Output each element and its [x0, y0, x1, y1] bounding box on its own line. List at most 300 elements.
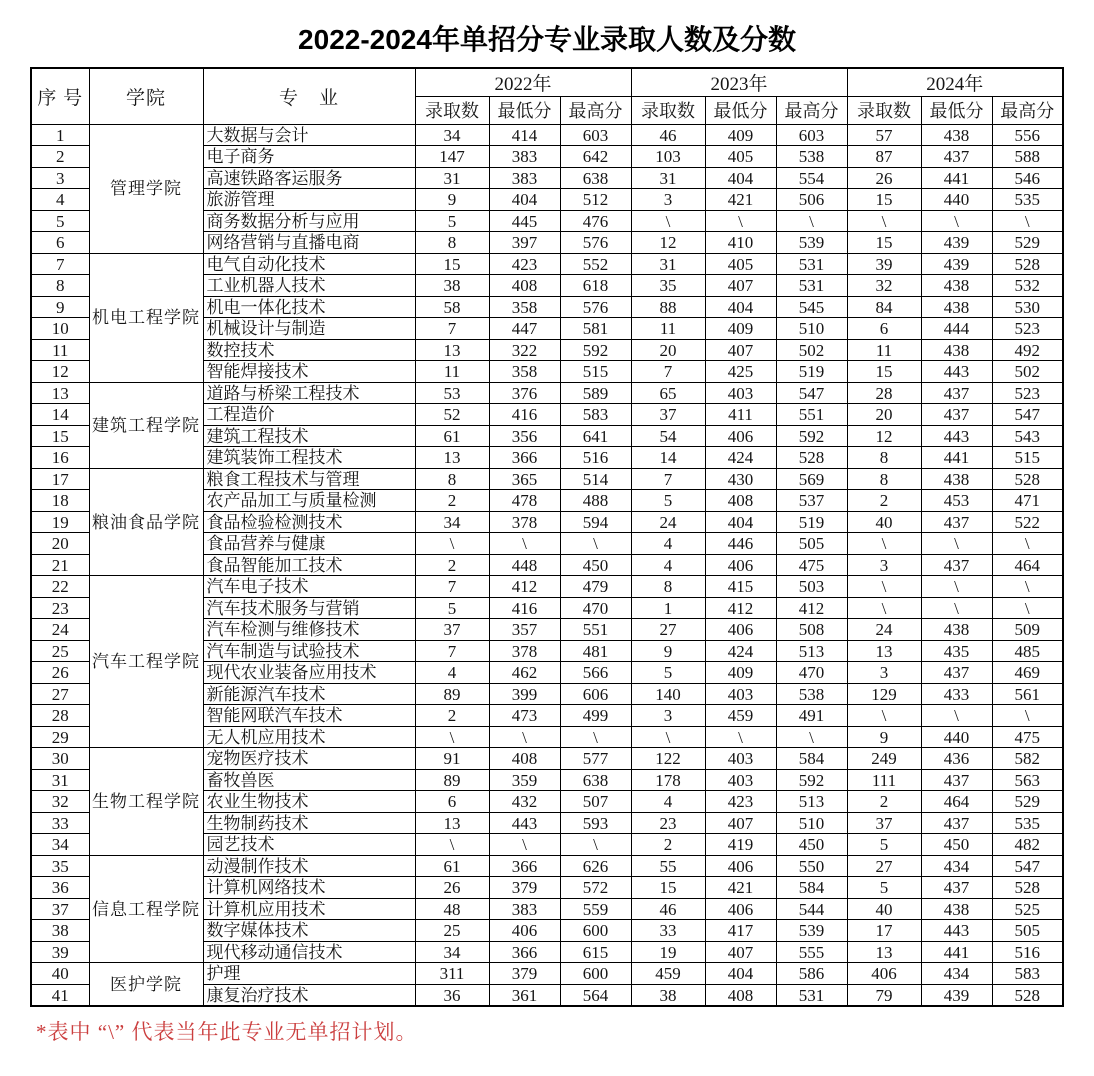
cell-admitted-2023: 38 [631, 984, 705, 1006]
cell-max-score-2023: 502 [776, 339, 847, 361]
cell-admitted-2023: 3 [631, 189, 705, 211]
cell-max-score-2024: 556 [992, 124, 1063, 146]
cell-min-score-2022: 358 [489, 296, 560, 318]
cell-max-score-2023: 550 [776, 855, 847, 877]
cell-min-score-2022: 414 [489, 124, 560, 146]
cell-admitted-2022: 2 [415, 705, 489, 727]
cell-max-score-2023: 554 [776, 167, 847, 189]
cell-major: 汽车制造与试验技术 [203, 640, 415, 662]
col-header-max-2023: 最高分 [776, 96, 847, 124]
cell-min-score-2024: \ [921, 705, 992, 727]
cell-min-score-2023: 406 [705, 619, 776, 641]
cell-min-score-2023: 419 [705, 834, 776, 856]
cell-min-score-2023: 405 [705, 146, 776, 168]
cell-row-number: 3 [31, 167, 89, 189]
cell-max-score-2022: 638 [560, 769, 631, 791]
cell-college: 粮油食品学院 [89, 468, 203, 576]
cell-max-score-2022: 576 [560, 232, 631, 254]
table-row [31, 124, 1063, 146]
cell-max-score-2024: 543 [992, 425, 1063, 447]
cell-min-score-2024: 440 [921, 189, 992, 211]
cell-max-score-2023: 531 [776, 275, 847, 297]
cell-max-score-2022: 499 [560, 705, 631, 727]
cell-min-score-2024: 437 [921, 404, 992, 426]
cell-row-number: 41 [31, 984, 89, 1006]
cell-max-score-2024: 529 [992, 791, 1063, 813]
cell-max-score-2024: 485 [992, 640, 1063, 662]
cell-admitted-2023: 55 [631, 855, 705, 877]
cell-max-score-2023: 537 [776, 490, 847, 512]
cell-min-score-2022: 361 [489, 984, 560, 1006]
cell-admitted-2022: 2 [415, 554, 489, 576]
cell-max-score-2024: \ [992, 705, 1063, 727]
cell-min-score-2023: 407 [705, 275, 776, 297]
cell-row-number: 27 [31, 683, 89, 705]
cell-admitted-2024: 13 [847, 640, 921, 662]
cell-max-score-2024: 528 [992, 877, 1063, 899]
cell-max-score-2024: 469 [992, 662, 1063, 684]
cell-max-score-2022: 572 [560, 877, 631, 899]
col-header-admitted-2023: 录取数 [631, 96, 705, 124]
cell-admitted-2024: 40 [847, 898, 921, 920]
cell-admitted-2023: 459 [631, 963, 705, 985]
cell-admitted-2024: 2 [847, 490, 921, 512]
cell-major: 电气自动化技术 [203, 253, 415, 275]
cell-max-score-2023: 545 [776, 296, 847, 318]
cell-max-score-2024: 546 [992, 167, 1063, 189]
cell-admitted-2024: 27 [847, 855, 921, 877]
col-header-major: 专 业 [203, 68, 415, 125]
cell-min-score-2024: 438 [921, 124, 992, 146]
cell-major: 畜牧兽医 [203, 769, 415, 791]
cell-admitted-2024: 6 [847, 318, 921, 340]
cell-max-score-2023: 531 [776, 253, 847, 275]
cell-min-score-2023: 406 [705, 855, 776, 877]
cell-min-score-2024: 437 [921, 662, 992, 684]
cell-min-score-2023: 424 [705, 640, 776, 662]
cell-min-score-2024: 441 [921, 167, 992, 189]
cell-min-score-2022: 356 [489, 425, 560, 447]
cell-max-score-2023: 531 [776, 984, 847, 1006]
cell-max-score-2023: 412 [776, 597, 847, 619]
cell-major: 建筑工程技术 [203, 425, 415, 447]
cell-admitted-2022: 34 [415, 124, 489, 146]
cell-admitted-2023: 4 [631, 554, 705, 576]
cell-admitted-2023: 54 [631, 425, 705, 447]
cell-admitted-2022: 91 [415, 748, 489, 770]
cell-admitted-2022: 6 [415, 791, 489, 813]
cell-max-score-2024: 505 [992, 920, 1063, 942]
cell-major: 数字媒体技术 [203, 920, 415, 942]
cell-admitted-2023: 5 [631, 490, 705, 512]
cell-max-score-2024: 588 [992, 146, 1063, 168]
cell-admitted-2022: 4 [415, 662, 489, 684]
cell-max-score-2022: 551 [560, 619, 631, 641]
cell-max-score-2023: 475 [776, 554, 847, 576]
cell-max-score-2022: 476 [560, 210, 631, 232]
cell-min-score-2022: \ [489, 834, 560, 856]
cell-admitted-2022: 25 [415, 920, 489, 942]
cell-admitted-2024: 13 [847, 941, 921, 963]
cell-min-score-2024: 436 [921, 748, 992, 770]
cell-min-score-2024: 437 [921, 382, 992, 404]
cell-admitted-2024: \ [847, 705, 921, 727]
cell-row-number: 22 [31, 576, 89, 598]
cell-row-number: 35 [31, 855, 89, 877]
cell-min-score-2023: 415 [705, 576, 776, 598]
table-row [31, 963, 1063, 985]
cell-min-score-2022: 379 [489, 963, 560, 985]
cell-min-score-2023: 411 [705, 404, 776, 426]
cell-row-number: 28 [31, 705, 89, 727]
cell-max-score-2022: 581 [560, 318, 631, 340]
cell-admitted-2022: 61 [415, 425, 489, 447]
cell-min-score-2024: \ [921, 597, 992, 619]
cell-admitted-2022: 7 [415, 318, 489, 340]
cell-major: 康复治疗技术 [203, 984, 415, 1006]
cell-row-number: 14 [31, 404, 89, 426]
cell-max-score-2024: 529 [992, 232, 1063, 254]
cell-admitted-2022: 89 [415, 769, 489, 791]
cell-max-score-2023: 508 [776, 619, 847, 641]
cell-max-score-2022: 603 [560, 124, 631, 146]
cell-major: 数控技术 [203, 339, 415, 361]
cell-min-score-2024: 437 [921, 769, 992, 791]
cell-admitted-2022: 38 [415, 275, 489, 297]
cell-college: 汽车工程学院 [89, 576, 203, 748]
cell-max-score-2022: 479 [560, 576, 631, 598]
cell-admitted-2022: 58 [415, 296, 489, 318]
cell-max-score-2024: 482 [992, 834, 1063, 856]
cell-major: 道路与桥梁工程技术 [203, 382, 415, 404]
page-title: 2022-2024年单招分专业录取人数及分数 [298, 24, 796, 55]
cell-admitted-2022: 34 [415, 941, 489, 963]
cell-max-score-2022: 626 [560, 855, 631, 877]
cell-max-score-2023: 544 [776, 898, 847, 920]
cell-max-score-2022: \ [560, 726, 631, 748]
cell-min-score-2022: 383 [489, 167, 560, 189]
cell-major: 高速铁路客运服务 [203, 167, 415, 189]
cell-max-score-2022: 618 [560, 275, 631, 297]
cell-admitted-2024: 3 [847, 554, 921, 576]
cell-admitted-2023: 46 [631, 124, 705, 146]
cell-max-score-2022: 514 [560, 468, 631, 490]
cell-major: 工程造价 [203, 404, 415, 426]
cell-row-number: 32 [31, 791, 89, 813]
cell-row-number: 39 [31, 941, 89, 963]
cell-max-score-2024: 547 [992, 855, 1063, 877]
cell-admitted-2022: 61 [415, 855, 489, 877]
cell-min-score-2024: 439 [921, 232, 992, 254]
cell-max-score-2024: 528 [992, 253, 1063, 275]
cell-max-score-2023: 503 [776, 576, 847, 598]
cell-major: 生物制药技术 [203, 812, 415, 834]
cell-max-score-2023: 592 [776, 769, 847, 791]
col-header-year-2024: 2024年 [847, 68, 1063, 97]
cell-min-score-2022: 366 [489, 855, 560, 877]
cell-admitted-2024: 406 [847, 963, 921, 985]
cell-max-score-2023: 551 [776, 404, 847, 426]
cell-max-score-2023: 555 [776, 941, 847, 963]
cell-row-number: 15 [31, 425, 89, 447]
cell-admitted-2024: 79 [847, 984, 921, 1006]
cell-max-score-2023: 510 [776, 812, 847, 834]
cell-min-score-2022: 462 [489, 662, 560, 684]
cell-max-score-2023: 586 [776, 963, 847, 985]
cell-admitted-2024: 84 [847, 296, 921, 318]
cell-max-score-2022: 481 [560, 640, 631, 662]
cell-admitted-2023: 5 [631, 662, 705, 684]
cell-row-number: 23 [31, 597, 89, 619]
cell-admitted-2023: 24 [631, 511, 705, 533]
cell-min-score-2023: 424 [705, 447, 776, 469]
cell-admitted-2024: 20 [847, 404, 921, 426]
cell-max-score-2024: 528 [992, 468, 1063, 490]
cell-admitted-2024: 24 [847, 619, 921, 641]
cell-min-score-2022: 416 [489, 597, 560, 619]
cell-max-score-2024: 515 [992, 447, 1063, 469]
cell-min-score-2024: \ [921, 576, 992, 598]
cell-max-score-2023: \ [776, 726, 847, 748]
cell-admitted-2022: 9 [415, 189, 489, 211]
cell-min-score-2022: 376 [489, 382, 560, 404]
cell-min-score-2023: 404 [705, 296, 776, 318]
cell-admitted-2024: 40 [847, 511, 921, 533]
cell-max-score-2023: 538 [776, 683, 847, 705]
cell-admitted-2024: 3 [847, 662, 921, 684]
cell-max-score-2023: 491 [776, 705, 847, 727]
cell-min-score-2023: 403 [705, 769, 776, 791]
cell-admitted-2023: 15 [631, 877, 705, 899]
cell-major: 商务数据分析与应用 [203, 210, 415, 232]
cell-admitted-2023: 9 [631, 640, 705, 662]
cell-major: 工业机器人技术 [203, 275, 415, 297]
cell-min-score-2024: 441 [921, 447, 992, 469]
cell-row-number: 19 [31, 511, 89, 533]
cell-min-score-2022: 357 [489, 619, 560, 641]
cell-max-score-2022: 564 [560, 984, 631, 1006]
cell-admitted-2024: 8 [847, 447, 921, 469]
cell-min-score-2023: 404 [705, 963, 776, 985]
cell-major: 计算机网络技术 [203, 877, 415, 899]
cell-row-number: 21 [31, 554, 89, 576]
cell-admitted-2023: 103 [631, 146, 705, 168]
cell-min-score-2022: 322 [489, 339, 560, 361]
cell-admitted-2022: 37 [415, 619, 489, 641]
cell-min-score-2022: 408 [489, 748, 560, 770]
cell-college: 管理学院 [89, 124, 203, 253]
cell-max-score-2024: 475 [992, 726, 1063, 748]
cell-min-score-2023: 405 [705, 253, 776, 275]
cell-admitted-2023: 178 [631, 769, 705, 791]
cell-max-score-2022: 507 [560, 791, 631, 813]
cell-major: 智能网联汽车技术 [203, 705, 415, 727]
cell-admitted-2024: \ [847, 533, 921, 555]
cell-min-score-2022: 378 [489, 640, 560, 662]
cell-max-score-2023: 569 [776, 468, 847, 490]
cell-max-score-2023: 450 [776, 834, 847, 856]
cell-max-score-2022: 516 [560, 447, 631, 469]
col-header-admitted-2022: 录取数 [415, 96, 489, 124]
cell-min-score-2023: 421 [705, 189, 776, 211]
cell-admitted-2023: 3 [631, 705, 705, 727]
cell-row-number: 16 [31, 447, 89, 469]
cell-max-score-2023: 592 [776, 425, 847, 447]
cell-admitted-2023: 20 [631, 339, 705, 361]
cell-admitted-2022: 11 [415, 361, 489, 383]
cell-min-score-2023: 446 [705, 533, 776, 555]
cell-min-score-2023: 430 [705, 468, 776, 490]
cell-min-score-2022: 397 [489, 232, 560, 254]
cell-row-number: 5 [31, 210, 89, 232]
table-body [31, 124, 1063, 1006]
cell-max-score-2024: 522 [992, 511, 1063, 533]
cell-admitted-2023: \ [631, 726, 705, 748]
cell-min-score-2022: 432 [489, 791, 560, 813]
col-header-min-2023: 最低分 [705, 96, 776, 124]
cell-min-score-2024: 439 [921, 984, 992, 1006]
table-row [31, 748, 1063, 770]
cell-max-score-2024: \ [992, 210, 1063, 232]
cell-max-score-2024: 561 [992, 683, 1063, 705]
cell-college: 建筑工程学院 [89, 382, 203, 468]
cell-admitted-2022: 53 [415, 382, 489, 404]
cell-admitted-2022: 48 [415, 898, 489, 920]
cell-min-score-2023: 406 [705, 554, 776, 576]
cell-max-score-2022: 615 [560, 941, 631, 963]
cell-admitted-2023: 122 [631, 748, 705, 770]
header-row-years [31, 68, 1063, 97]
cell-major: 园艺技术 [203, 834, 415, 856]
cell-max-score-2023: 539 [776, 232, 847, 254]
cell-max-score-2024: \ [992, 576, 1063, 598]
cell-admitted-2024: 5 [847, 877, 921, 899]
cell-admitted-2022: 5 [415, 597, 489, 619]
col-header-max-2024: 最高分 [992, 96, 1063, 124]
cell-min-score-2022: 404 [489, 189, 560, 211]
cell-max-score-2023: 547 [776, 382, 847, 404]
cell-major: 新能源汽车技术 [203, 683, 415, 705]
cell-college: 医护学院 [89, 963, 203, 1007]
cell-admitted-2023: 11 [631, 318, 705, 340]
cell-min-score-2023: 417 [705, 920, 776, 942]
cell-max-score-2024: 563 [992, 769, 1063, 791]
cell-min-score-2022: 445 [489, 210, 560, 232]
cell-admitted-2022: \ [415, 834, 489, 856]
footnote: *表中 “\” 代表当年此专业无单招计划。 [36, 1020, 418, 1045]
cell-min-score-2022: 359 [489, 769, 560, 791]
cell-admitted-2024: 39 [847, 253, 921, 275]
cell-min-score-2024: 437 [921, 511, 992, 533]
cell-min-score-2023: 409 [705, 662, 776, 684]
cell-admitted-2023: 46 [631, 898, 705, 920]
cell-admitted-2023: 4 [631, 791, 705, 813]
cell-row-number: 12 [31, 361, 89, 383]
cell-admitted-2024: 15 [847, 232, 921, 254]
cell-min-score-2022: 447 [489, 318, 560, 340]
cell-admitted-2023: 33 [631, 920, 705, 942]
cell-admitted-2022: 34 [415, 511, 489, 533]
cell-row-number: 1 [31, 124, 89, 146]
cell-max-score-2024: 492 [992, 339, 1063, 361]
cell-row-number: 25 [31, 640, 89, 662]
cell-row-number: 7 [31, 253, 89, 275]
cell-college: 生物工程学院 [89, 748, 203, 856]
cell-row-number: 36 [31, 877, 89, 899]
cell-min-score-2022: 378 [489, 511, 560, 533]
col-header-year-2023: 2023年 [631, 68, 847, 97]
cell-major: 智能焊接技术 [203, 361, 415, 383]
cell-min-score-2023: 410 [705, 232, 776, 254]
cell-row-number: 31 [31, 769, 89, 791]
cell-row-number: 33 [31, 812, 89, 834]
cell-min-score-2024: 444 [921, 318, 992, 340]
cell-major: 汽车技术服务与营销 [203, 597, 415, 619]
cell-min-score-2022: 406 [489, 920, 560, 942]
cell-admitted-2024: 32 [847, 275, 921, 297]
cell-admitted-2023: 31 [631, 167, 705, 189]
cell-max-score-2023: 510 [776, 318, 847, 340]
cell-admitted-2024: 12 [847, 425, 921, 447]
cell-admitted-2022: 147 [415, 146, 489, 168]
cell-max-score-2023: 470 [776, 662, 847, 684]
cell-max-score-2022: 470 [560, 597, 631, 619]
cell-max-score-2022: 515 [560, 361, 631, 383]
cell-row-number: 30 [31, 748, 89, 770]
cell-min-score-2024: 434 [921, 963, 992, 985]
cell-min-score-2024: 441 [921, 941, 992, 963]
cell-max-score-2022: 606 [560, 683, 631, 705]
cell-min-score-2022: 358 [489, 361, 560, 383]
cell-min-score-2022: 416 [489, 404, 560, 426]
cell-major: 机电一体化技术 [203, 296, 415, 318]
cell-min-score-2023: 408 [705, 984, 776, 1006]
cell-max-score-2023: 506 [776, 189, 847, 211]
cell-admitted-2023: 140 [631, 683, 705, 705]
cell-min-score-2023: 404 [705, 167, 776, 189]
cell-min-score-2024: 437 [921, 146, 992, 168]
cell-max-score-2023: 513 [776, 640, 847, 662]
cell-max-score-2022: 450 [560, 554, 631, 576]
cell-min-score-2024: \ [921, 533, 992, 555]
admissions-table [30, 67, 1064, 1008]
cell-max-score-2024: \ [992, 597, 1063, 619]
cell-max-score-2024: 525 [992, 898, 1063, 920]
cell-max-score-2022: 559 [560, 898, 631, 920]
cell-min-score-2023: 421 [705, 877, 776, 899]
cell-max-score-2024: 583 [992, 963, 1063, 985]
cell-admitted-2022: 15 [415, 253, 489, 275]
col-header-min-2022: 最低分 [489, 96, 560, 124]
cell-min-score-2024: 443 [921, 920, 992, 942]
cell-admitted-2022: 8 [415, 232, 489, 254]
cell-major: 汽车电子技术 [203, 576, 415, 598]
cell-admitted-2022: 31 [415, 167, 489, 189]
cell-min-score-2022: \ [489, 533, 560, 555]
cell-row-number: 38 [31, 920, 89, 942]
cell-min-score-2024: 438 [921, 468, 992, 490]
cell-admitted-2023: 65 [631, 382, 705, 404]
cell-admitted-2023: 8 [631, 576, 705, 598]
cell-min-score-2024: 438 [921, 339, 992, 361]
cell-admitted-2022: \ [415, 533, 489, 555]
cell-max-score-2024: 547 [992, 404, 1063, 426]
cell-admitted-2022: 13 [415, 812, 489, 834]
col-header-college: 学院 [89, 68, 203, 125]
cell-max-score-2024: 471 [992, 490, 1063, 512]
cell-min-score-2023: \ [705, 210, 776, 232]
table-row [31, 468, 1063, 490]
